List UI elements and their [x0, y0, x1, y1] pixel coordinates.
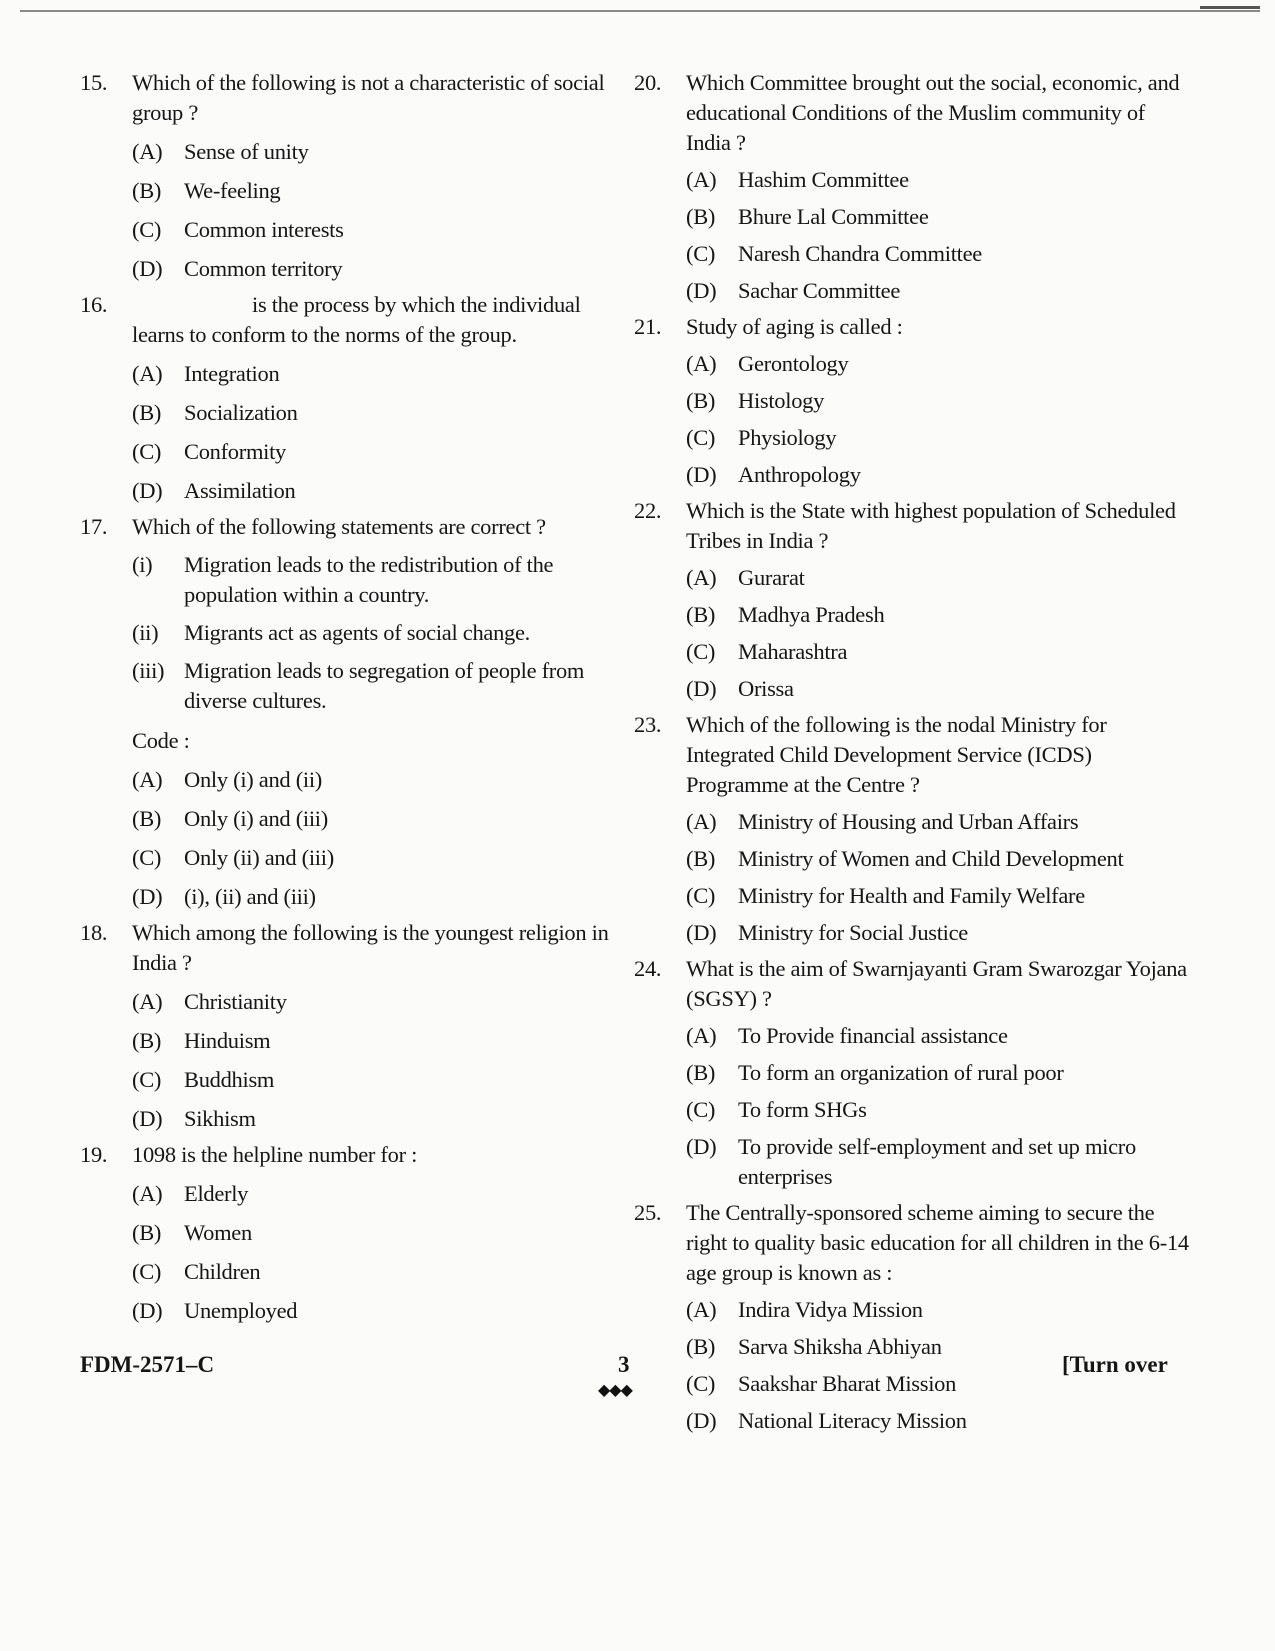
option-text: To form SHGs [738, 1097, 867, 1122]
question-15 [80, 68, 620, 284]
question-number: 15. [80, 70, 108, 95]
option-label: (A) [132, 361, 163, 386]
option-label: (B) [686, 846, 716, 871]
option-text: Unemployed [184, 1298, 298, 1323]
option-a [686, 1021, 1194, 1051]
option-text: To provide self-employment and set up micro enterprises [738, 1134, 1136, 1189]
option-text: Gurarat [738, 565, 805, 590]
option-label: (A) [686, 809, 717, 834]
statement-text: Migration leads to segregation of people from diverse cultures. [184, 658, 585, 713]
option-label: (D) [686, 1408, 717, 1433]
option-b [132, 1026, 620, 1056]
option-text: Histology [738, 388, 825, 413]
question-number: 18. [80, 920, 108, 945]
question-text: 1098 is the helpline number for : [132, 1142, 418, 1167]
option-b [686, 1058, 1194, 1088]
option-text: Ministry of Women and Child Development [738, 846, 1124, 871]
option-text: Sachar Committee [738, 278, 901, 303]
scan-edge-line [20, 10, 1260, 12]
option-label: (C) [132, 1067, 162, 1092]
question-number: 21. [634, 314, 662, 339]
option-label: (D) [686, 462, 717, 487]
option-d [686, 1406, 1194, 1436]
question-text: Study of aging is called : [686, 314, 903, 339]
question-21 [634, 312, 1194, 490]
option-label: (D) [132, 1106, 163, 1131]
option-label: (A) [686, 1297, 717, 1322]
question-number: 24. [634, 956, 662, 981]
option-label: (D) [132, 256, 163, 281]
option-c [686, 1095, 1194, 1125]
option-label: (B) [686, 204, 716, 229]
option-d [686, 1132, 1194, 1192]
option-a [132, 359, 620, 389]
option-a [686, 807, 1194, 837]
option-b [686, 386, 1194, 416]
option-label: (D) [132, 478, 163, 503]
question-text-wrap [132, 290, 620, 350]
option-text: Integration [184, 361, 280, 386]
option-text: Women [184, 1220, 252, 1245]
option-label: (C) [132, 439, 162, 464]
question-number: 16. [80, 292, 108, 317]
option-label: (A) [686, 565, 717, 590]
option-label: (A) [686, 1023, 717, 1048]
question-text: Which Committee brought out the social, economic, and educational Conditions of the Muslim community of India ? [686, 70, 1180, 155]
option-label: (B) [686, 388, 716, 413]
option-text: Orissa [738, 676, 794, 701]
option-label: (B) [132, 1220, 162, 1245]
option-b [132, 398, 620, 428]
option-b [132, 1218, 620, 1248]
option-a [132, 137, 620, 167]
option-c [132, 1257, 620, 1287]
option-text: Assimilation [184, 478, 296, 503]
options-list [132, 359, 620, 506]
option-text: Conformity [184, 439, 286, 464]
question-number: 20. [634, 70, 662, 95]
option-text: Common interests [184, 217, 344, 242]
option-d [132, 476, 620, 506]
option-d [686, 918, 1194, 948]
option-text: Gerontology [738, 351, 849, 376]
option-label: (C) [686, 639, 716, 664]
question-25 [634, 1198, 1194, 1436]
option-a [686, 1295, 1194, 1325]
option-label: (C) [686, 241, 716, 266]
option-label: (A) [132, 767, 163, 792]
option-d [132, 254, 620, 284]
options-list [686, 1021, 1194, 1192]
option-label: (C) [686, 425, 716, 450]
option-text: Christianity [184, 989, 287, 1014]
option-label: (B) [132, 400, 162, 425]
statement-label: (iii) [132, 658, 165, 683]
option-b [686, 844, 1194, 874]
option-text: Physiology [738, 425, 837, 450]
option-text: Elderly [184, 1181, 249, 1206]
option-text: Maharashtra [738, 639, 848, 664]
option-label: (D) [686, 676, 717, 701]
option-d [132, 1296, 620, 1326]
option-label: (C) [686, 1097, 716, 1122]
question-number: 25. [634, 1200, 662, 1225]
option-label: (B) [132, 178, 162, 203]
option-label: (C) [686, 1371, 716, 1396]
option-text: Sarva Shiksha Abhiyan [738, 1334, 942, 1359]
option-label: (A) [132, 989, 163, 1014]
option-text: Buddhism [184, 1067, 275, 1092]
question-17 [80, 512, 620, 912]
option-label: (B) [686, 1060, 716, 1085]
option-label: (B) [132, 1028, 162, 1053]
question-text: Which among the following is the youngest religion in India ? [132, 920, 609, 975]
question-number: 22. [634, 498, 662, 523]
option-d [686, 674, 1194, 704]
option-text: Sikhism [184, 1106, 256, 1131]
option-text: Hashim Committee [738, 167, 909, 192]
option-label: (A) [132, 139, 163, 164]
statement-text: Migration leads to the redistribution of the population within a country. [184, 552, 554, 607]
question-18 [80, 918, 620, 1134]
question-text: Which of the following statements are correct ? [132, 514, 546, 539]
question-number: 23. [634, 712, 662, 737]
option-label: (D) [686, 1134, 717, 1159]
question-text: What is the aim of Swarnjayanti Gram Swarozgar Yojana (SGSY) ? [686, 956, 1187, 1011]
option-label: (D) [686, 920, 717, 945]
right-column [634, 68, 1194, 1442]
statement-text: Migrants act as agents of social change. [184, 620, 531, 645]
options-list [132, 987, 620, 1134]
option-label: (D) [132, 884, 163, 909]
paper-code: FDM-2571–C [80, 1352, 215, 1377]
code-label: Code : [132, 728, 190, 753]
option-text: Only (i) and (iii) [184, 806, 328, 831]
diamond-ornament-icon: ◆◆◆ [598, 1382, 632, 1399]
option-text: Hinduism [184, 1028, 271, 1053]
option-label: (B) [132, 806, 162, 831]
option-text: Socialization [184, 400, 298, 425]
option-text: Saakshar Bharat Mission [738, 1371, 957, 1396]
option-c [132, 437, 620, 467]
option-label: (C) [132, 217, 162, 242]
question-text: Which is the State with highest population of Scheduled Tribes in India ? [686, 498, 1176, 553]
options-list [132, 1179, 620, 1326]
option-d [132, 882, 620, 912]
option-a [686, 349, 1194, 379]
question-22 [634, 496, 1194, 704]
option-d [132, 1104, 620, 1134]
option-a [132, 765, 620, 795]
option-text: Bhure Lal Committee [738, 204, 929, 229]
question-number: 17. [80, 514, 108, 539]
option-text: Only (ii) and (iii) [184, 845, 334, 870]
options-list [686, 165, 1194, 306]
option-a [686, 563, 1194, 593]
option-text: Ministry for Health and Family Welfare [738, 883, 1085, 908]
option-text: Indira Vidya Mission [738, 1297, 923, 1322]
question-24 [634, 954, 1194, 1192]
option-b [686, 600, 1194, 630]
option-text: Madhya Pradesh [738, 602, 885, 627]
options-list [686, 349, 1194, 490]
option-b [132, 176, 620, 206]
option-label: (A) [686, 167, 717, 192]
question-23 [634, 710, 1194, 948]
option-b [686, 202, 1194, 232]
option-c [132, 215, 620, 245]
option-label: (A) [132, 1181, 163, 1206]
option-c [686, 239, 1194, 269]
option-text: Naresh Chandra Committee [738, 241, 982, 266]
option-a [132, 987, 620, 1017]
statement-iii [132, 656, 620, 716]
option-text: Ministry of Housing and Urban Affairs [738, 809, 1079, 834]
question-text: is the process by which the individual learns to conform to the norms of the group. [132, 292, 581, 347]
question-20 [634, 68, 1194, 306]
option-label: (B) [686, 602, 716, 627]
option-text: Ministry for Social Justice [738, 920, 968, 945]
option-c [686, 637, 1194, 667]
option-text: Only (i) and (ii) [184, 767, 322, 792]
option-text: Common territory [184, 256, 343, 281]
options-list [686, 807, 1194, 948]
option-d [686, 460, 1194, 490]
option-text: Children [184, 1259, 261, 1284]
option-label: (B) [686, 1334, 716, 1359]
option-c [132, 1065, 620, 1095]
question-text: Which of the following is not a characteristic of social group ? [132, 70, 605, 125]
option-c [686, 881, 1194, 911]
option-text: Sense of unity [184, 139, 309, 164]
option-text: Anthropology [738, 462, 861, 487]
option-label: (D) [132, 1298, 163, 1323]
question-text: The Centrally-sponsored scheme aiming to secure the right to quality basic education for all children in the 6-14 age group is known as : [686, 1200, 1189, 1285]
option-label: (D) [686, 278, 717, 303]
statement-label: (i) [132, 552, 153, 577]
option-text: National Literacy Mission [738, 1408, 967, 1433]
page-number: 3 [618, 1352, 630, 1377]
option-d [686, 276, 1194, 306]
option-text: (i), (ii) and (iii) [184, 884, 316, 909]
option-text: To form an organization of rural poor [738, 1060, 1064, 1085]
option-label: (A) [686, 351, 717, 376]
options-list [132, 765, 620, 912]
question-text: Which of the following is the nodal Ministry for Integrated Child Development Service (ICDS) Programme at the Centre ? [686, 712, 1107, 797]
option-label: (C) [132, 845, 162, 870]
turn-over-note: [Turn over [1062, 1352, 1168, 1377]
statement-ii [132, 618, 620, 648]
option-text: We-feeling [184, 178, 281, 203]
option-b [132, 804, 620, 834]
scan-edge-mark [1200, 6, 1260, 9]
left-column [80, 68, 620, 1332]
option-c [686, 423, 1194, 453]
option-a [132, 1179, 620, 1209]
option-a [686, 165, 1194, 195]
statement-label: (ii) [132, 620, 159, 645]
option-label: (C) [132, 1259, 162, 1284]
question-number: 19. [80, 1142, 108, 1167]
option-c [132, 843, 620, 873]
options-list [686, 563, 1194, 704]
statement-i [132, 550, 620, 610]
options-list [132, 137, 620, 284]
option-text: To Provide financial assistance [738, 1023, 1008, 1048]
question-16 [80, 290, 620, 506]
option-label: (C) [686, 883, 716, 908]
question-19 [80, 1140, 620, 1326]
